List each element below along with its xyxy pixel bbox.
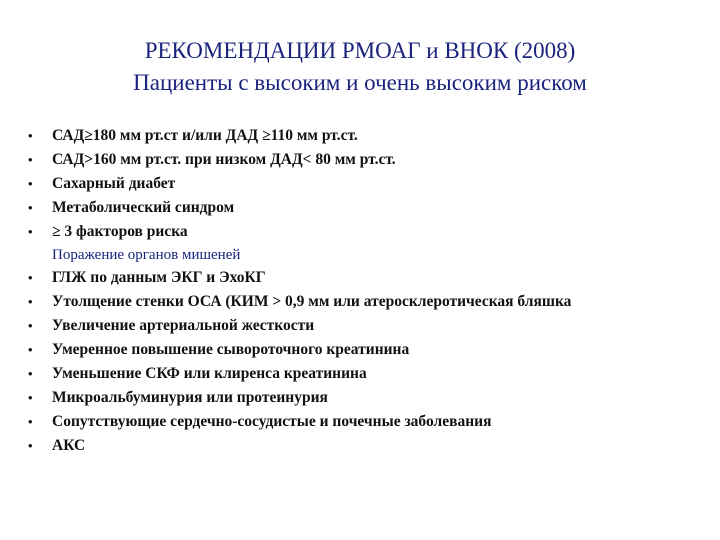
list-item xyxy=(28,172,708,196)
list-item-text: ГЛЖ по данным ЭКГ и ЭхоКГ xyxy=(52,269,266,286)
list-item xyxy=(28,362,708,386)
bullet-icon: • xyxy=(28,438,33,453)
bullet-icon: • xyxy=(28,390,33,405)
bullet-icon: • xyxy=(28,294,33,309)
list-item xyxy=(28,434,708,458)
list-item-text: Умеренное повышение сывороточного креатинина xyxy=(52,341,410,358)
list-item-text: ≥ 3 факторов риска xyxy=(52,223,188,240)
list-item-text: Утолщение стенки ОСА (КИМ > 0,9 мм или атеросклеротическая бляшка xyxy=(52,293,572,310)
bullet-icon: • xyxy=(28,200,33,215)
list-item xyxy=(28,124,708,148)
list-item xyxy=(28,220,708,244)
title-line-1: РЕКОМЕНДАЦИИ РМОАГ и ВНОК (2008) xyxy=(144,38,576,63)
list-item xyxy=(28,338,708,362)
bullet-icon: • xyxy=(28,414,33,429)
list-item xyxy=(28,148,708,172)
list-item xyxy=(28,410,708,434)
list-item xyxy=(28,386,708,410)
bullet-icon: • xyxy=(28,270,33,285)
list-item-text: Сахарный диабет xyxy=(52,175,176,192)
bullet-icon: • xyxy=(28,366,33,381)
list-item-text: Сопутствующие сердечно-сосудистые и почечные заболевания xyxy=(52,413,492,430)
bullet-icon: • xyxy=(28,318,33,333)
list-item-text: АКС xyxy=(52,437,86,454)
list-item xyxy=(28,266,708,290)
list-item xyxy=(28,314,708,338)
bullet-icon: • xyxy=(28,128,33,143)
list-item xyxy=(28,290,708,314)
bullet-icon: • xyxy=(28,224,33,239)
target-organ-damage-heading: Поражение органов мишеней xyxy=(52,247,241,263)
list-item xyxy=(28,196,708,220)
bullet-icon: • xyxy=(28,342,33,357)
bullet-icon: • xyxy=(28,176,33,191)
list-item-text: Уменьшение СКФ или клиренса креатинина xyxy=(52,365,367,382)
list-item-text: Увеличение артериальной жесткости xyxy=(52,317,315,334)
list-item-text: САД>160 мм рт.ст. при низком ДАД< 80 мм рт.ст. xyxy=(52,151,396,168)
title-line-2: Пациенты с высоким и очень высоким риском xyxy=(133,70,587,95)
list-item-text: САД≥180 мм рт.ст и/или ДАД ≥110 мм рт.ст. xyxy=(52,127,358,144)
risk-criteria-list xyxy=(28,124,708,458)
list-item-text: Микроальбуминурия или протеинурия xyxy=(52,389,328,406)
bullet-icon: • xyxy=(28,152,33,167)
list-item-text: Метаболический синдром xyxy=(52,199,235,216)
